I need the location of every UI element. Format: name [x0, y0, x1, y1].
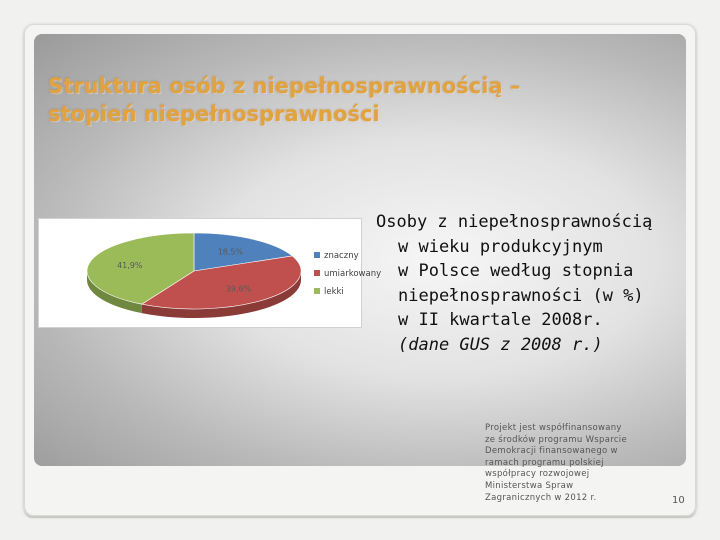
slide-title [48, 72, 648, 128]
slide-frame-edge [24, 510, 696, 518]
footnote-line-7: Zagranicznych w 2012 r. [485, 492, 597, 503]
footnote-line-2: ze środków programu Wsparcie [485, 434, 627, 445]
pie-value-label-umiarkowany: 39,6% [225, 284, 252, 294]
footnote-line-6: Ministerstwa Spraw [485, 480, 574, 491]
description-line-1: Osoby z niepełnosprawnością [376, 212, 653, 232]
description-line-5: w II kwartale 2008r. [398, 310, 603, 330]
footnote-line-4: ramach programu polskiej [485, 457, 604, 468]
slide-title-line-1: Struktura osób z niepełnosprawnością – [48, 74, 521, 98]
legend-swatch-znaczny [314, 252, 320, 258]
slide-title-line-2: stopień niepełnosprawności [48, 102, 380, 126]
description-line-4: niepełnosprawności (w %) [398, 285, 644, 306]
legend-swatch-umiarkowany [314, 270, 320, 276]
description-line-2: w wieku produkcyjnym [398, 236, 603, 257]
footnote-line-5: współpracy rozwojowej [485, 469, 590, 480]
description-line-6: (dane GUS z 2008 r.) [398, 334, 603, 355]
pie-slices [87, 233, 301, 318]
legend-label-znaczny: znaczny [324, 251, 359, 261]
funding-footnote [485, 423, 665, 504]
chart-description [376, 210, 696, 357]
pie-chart-box [38, 218, 382, 328]
legend-label-umiarkowany: umiarkowany [324, 269, 382, 279]
pie-chart [39, 219, 382, 327]
legend-label-lekki: lekki [324, 287, 344, 297]
footnote-line-1: Projekt jest współfinansowany [485, 423, 622, 433]
legend-swatch-lekki [314, 288, 320, 294]
description-line-3: w Polsce według stopnia [398, 261, 634, 281]
page-number: 10 [672, 495, 685, 506]
pie-value-label-lekki: 41,9% [117, 261, 143, 271]
pie-value-label-znaczny: 18,5% [217, 247, 244, 257]
footnote-line-3: Demokracji finansowanego w [485, 446, 618, 457]
